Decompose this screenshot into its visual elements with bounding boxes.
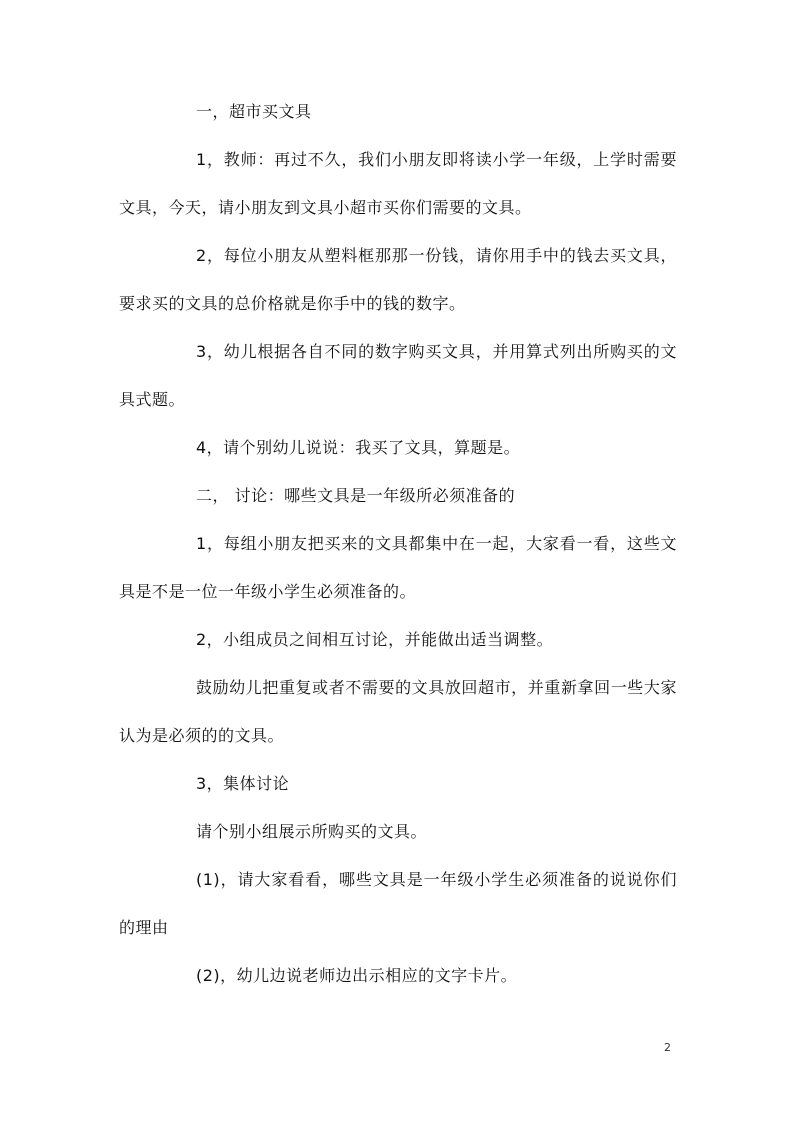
section-heading-supermarket: 一，超市买文具: [196, 102, 312, 121]
paragraph: 3，集体讨论: [196, 774, 290, 793]
paragraph: 1，教师：再过不久，我们小朋友即将读小学一年级，上学时需要文具，今天，请小朋友到文具小超市买你们需要的文具。: [119, 150, 677, 217]
document-body: [119, 88, 677, 1000]
section-heading-discussion: 二， 讨论：哪些文具是一年级所必须准备的: [196, 486, 516, 505]
page-number: 2: [664, 1041, 671, 1054]
paragraph: 请个别小组展示所购买的文具。: [196, 822, 428, 841]
paragraph: 2，每位小朋友从塑料框那那一份钱，请你用手中的钱去买文具，要求买的文具的总价格就是你手中的钱的数字。: [119, 246, 677, 313]
paragraph: (2)，幼儿边说老师边出示相应的文字卡片。: [196, 966, 518, 985]
paragraph: 2，小组成员之间相互讨论，并能做出适当调整。: [196, 630, 554, 649]
paragraph: 3，幼儿根据各自不同的数字购买文具，并用算式列出所购买的文具式题。: [119, 342, 677, 409]
paragraph: 鼓励幼儿把重复或者不需要的文具放回超市，并重新拿回一些大家认为是必须的的文具。: [119, 678, 677, 745]
paragraph: 1，每组小朋友把买来的文具都集中在一起，大家看一看，这些文具是不是一位一年级小学生必须准备的。: [119, 534, 677, 601]
paragraph: (1)，请大家看看，哪些文具是一年级小学生必须准备的说说你们的理由: [119, 870, 677, 937]
paragraph: 4，请个别幼儿说说：我买了文具，算题是。: [196, 438, 521, 457]
